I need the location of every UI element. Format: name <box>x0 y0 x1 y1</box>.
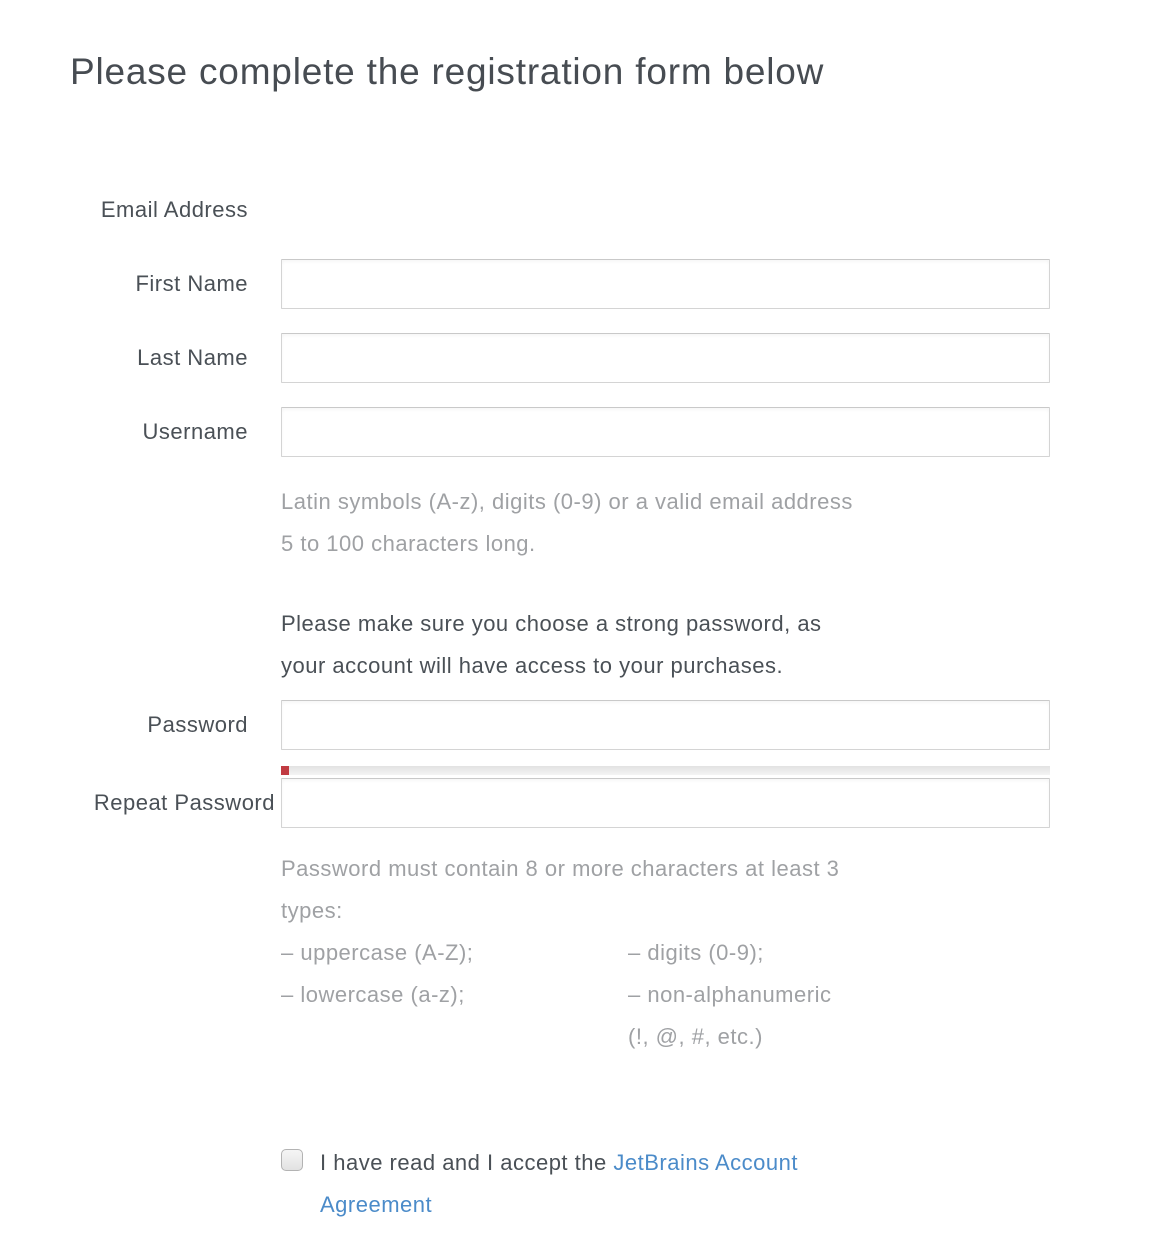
username-row <box>0 407 1167 457</box>
password-strength-meter <box>281 766 1050 775</box>
rule-non-alphanumeric-examples: (!, @, #, etc.) <box>628 1024 763 1049</box>
password-strength-fill <box>281 766 289 775</box>
first-name-label: First Name <box>135 271 248 296</box>
page-title: Please complete the registration form below <box>70 51 825 92</box>
agreement-text: I have read and I accept the <box>320 1150 607 1175</box>
email-address-label: Email Address <box>100 197 248 222</box>
password-note: Please make sure you choose a strong password, as your account will have access to your purchases. <box>281 611 822 678</box>
password-rules <box>281 848 1167 1058</box>
agreement-link-line1: JetBrains Account <box>613 1150 798 1175</box>
rule-uppercase: – uppercase (A-Z); <box>281 940 474 965</box>
username-hint: Latin symbols (A-z), digits (0-9) or a valid email address 5 to 100 characters long. <box>281 489 853 556</box>
rule-non-alphanumeric: – non-alphanumeric <box>628 982 832 1007</box>
agreement-row <box>281 1142 1167 1226</box>
email-row <box>0 197 1167 223</box>
username-label: Username <box>142 419 248 444</box>
username-input[interactable] <box>281 407 1050 457</box>
repeat-password-row <box>0 778 1167 828</box>
agreement-checkbox[interactable] <box>281 1149 303 1171</box>
repeat-password-label: Repeat Password <box>93 790 275 815</box>
password-input[interactable] <box>281 700 1050 750</box>
password-rules-intro: Password must contain 8 or more characters at least 3 types: <box>281 856 840 923</box>
rule-digits: – digits (0-9); <box>628 940 764 965</box>
rule-lowercase: – lowercase (a-z); <box>281 982 465 1007</box>
agreement-link-line2: Agreement <box>320 1192 433 1217</box>
password-rules-col1 <box>281 932 628 1058</box>
agreement-text-block <box>320 1142 798 1226</box>
last-name-input[interactable] <box>281 333 1050 383</box>
password-rules-columns <box>281 932 1167 1058</box>
repeat-password-input[interactable] <box>281 778 1050 828</box>
first-name-input[interactable] <box>281 259 1050 309</box>
first-name-row <box>0 259 1167 309</box>
password-rules-col2 <box>628 932 968 1058</box>
last-name-row <box>0 333 1167 383</box>
password-label: Password <box>147 712 248 737</box>
registration-form <box>0 197 1167 1226</box>
last-name-label: Last Name <box>137 345 248 370</box>
password-row <box>0 700 1167 750</box>
